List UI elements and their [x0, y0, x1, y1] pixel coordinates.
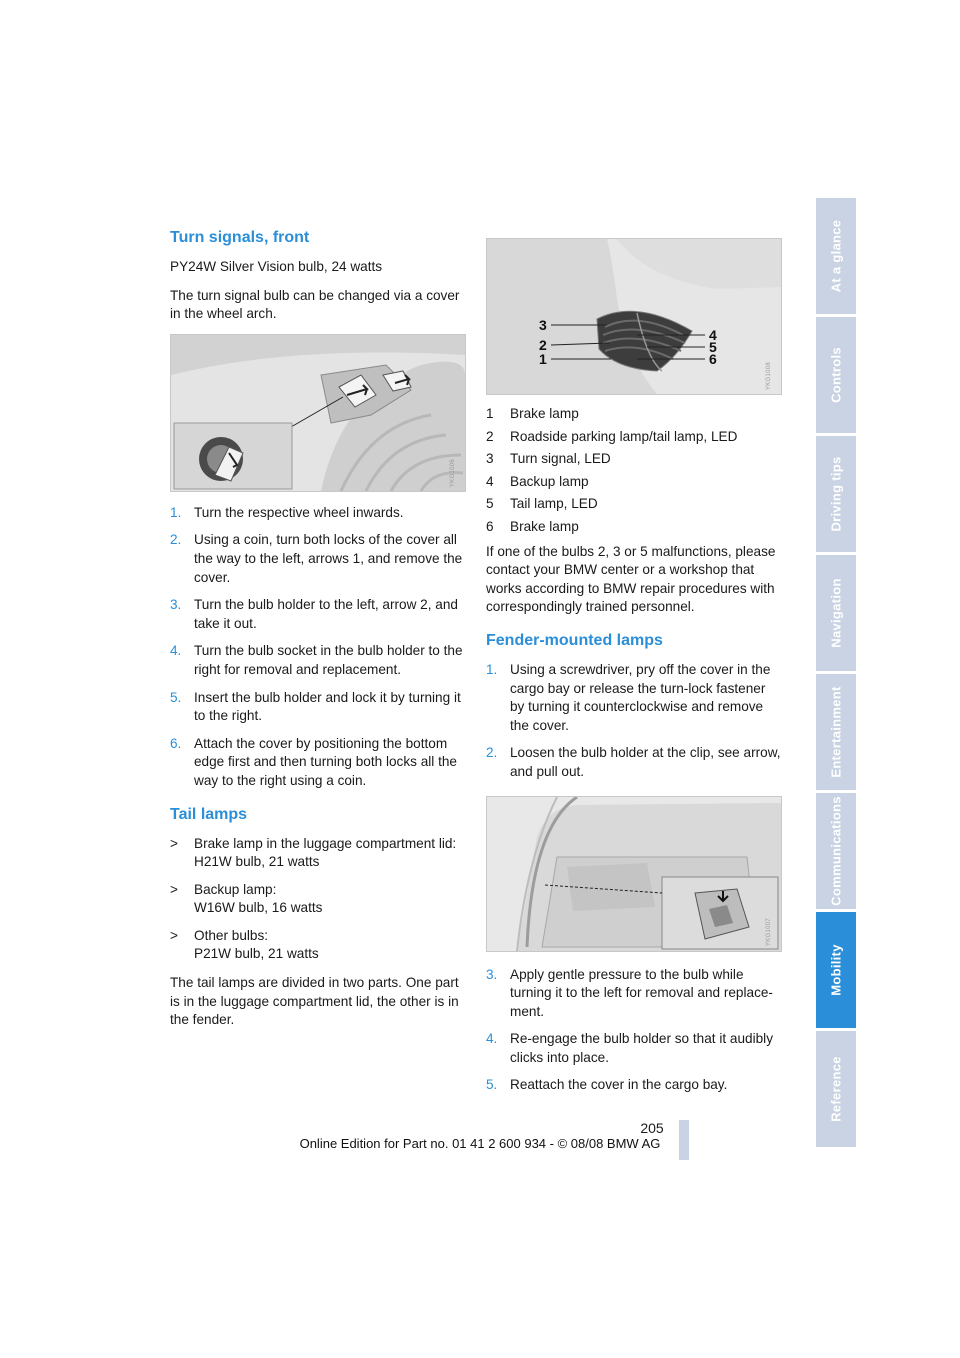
tab-label: Entertainment — [828, 686, 844, 778]
step-number: 3. — [486, 966, 498, 982]
bulb-item-line2: H21W bulb, 21 watts — [194, 854, 320, 870]
edition-footer: Online Edition for Part no. 01 41 2 600 934 - © 08/08 BMW AG — [299, 1136, 661, 1151]
step-text: Insert the bulb holder and lock it by turning it to the right. — [194, 689, 461, 724]
tab-communications[interactable] — [816, 793, 856, 912]
cargo-bay-illustration — [487, 797, 781, 951]
step-number: 2. — [486, 745, 498, 761]
callout-3: 3 — [539, 317, 547, 333]
tab-label: Navigation — [828, 578, 844, 648]
tab-label: Communications — [828, 796, 844, 906]
malfunction-note: If one of the bulbs 2, 3 or 5 malfunctions, please contact your BMW center or a workshop that works according to BMW repair procedures with correspondingly trained personnel. — [486, 543, 776, 615]
legend-row — [486, 450, 782, 469]
step-item — [170, 596, 466, 633]
step-text: Attach the cover by positioning the bottom edge first and then turning both locks all the way to the right using a coin. — [194, 735, 457, 788]
bulb-item-line2: W16W bulb, 16 watts — [194, 900, 323, 916]
legend-key: 5 — [486, 496, 494, 512]
page-number: 205 — [640, 1120, 664, 1136]
bulb-item — [170, 835, 466, 872]
legend-text: Brake lamp — [510, 406, 579, 421]
legend-row — [486, 405, 782, 424]
tab-label: Reference — [828, 1056, 844, 1122]
tab-entertainment[interactable] — [816, 674, 856, 793]
tab-label: Controls — [828, 347, 844, 403]
legend-text: Roadside parking lamp/tail lamp, LED — [510, 428, 738, 444]
step-text: Turn the bulb socket in the bulb holder to the right for removal and replacement. — [194, 643, 463, 677]
legend-row — [486, 473, 782, 492]
fender-steps-before — [486, 661, 782, 782]
right-column — [486, 238, 782, 1107]
callout-6: 6 — [709, 351, 717, 367]
legend-row — [486, 428, 782, 447]
step-text: Reattach the cover in the cargo bay. — [510, 1077, 728, 1093]
bulb-item-line2: P21W bulb, 21 watts — [194, 946, 319, 962]
step-number: 5. — [170, 689, 182, 705]
bulb-item-line1: Backup lamp: — [194, 881, 277, 897]
legend-key: 3 — [486, 451, 494, 467]
callout-1: 1 — [539, 351, 547, 367]
turn-signal-steps — [170, 504, 466, 791]
intro-text: The turn signal bulb can be changed via a cover in the wheel arch. — [170, 287, 460, 322]
figure-code: YKG1006 — [450, 458, 457, 487]
tail-lamp-note: The tail lamps are divided in two parts. One part is in the luggage compartment lid, the other is in the fender. — [170, 975, 459, 1028]
cargo-bay-figure — [486, 796, 782, 952]
legend-key: 4 — [486, 473, 494, 489]
left-column — [170, 228, 466, 1040]
step-text: Loosen the bulb holder at the clip, see arrow, and pull out. — [510, 745, 781, 779]
bullet-marker: > — [170, 927, 178, 943]
section-heading-tail-lamps: Tail lamps — [170, 805, 248, 823]
step-item — [486, 744, 782, 781]
tab-controls[interactable] — [816, 317, 856, 436]
bulb-item — [170, 927, 466, 964]
step-number: 4. — [170, 643, 182, 659]
step-item — [486, 1030, 782, 1067]
step-number: 4. — [486, 1031, 498, 1047]
step-item — [170, 504, 466, 523]
legend-text: Turn signal, LED — [510, 451, 611, 467]
tab-label: At a glance — [828, 219, 844, 293]
step-item — [486, 1076, 782, 1095]
bulb-item-line1: Brake lamp in the luggage compartment lid: — [194, 835, 457, 851]
step-item — [170, 689, 466, 726]
step-text: Turn the bulb holder to the left, arrow 2, and take it out. — [194, 597, 458, 631]
step-item — [170, 735, 466, 791]
tail-lamp-illustration — [487, 239, 781, 394]
step-text: Using a screwdriver, pry off the cover in the cargo bay or release the turn-lock fastener by turning it counterclockwise and remove the cover. — [510, 661, 771, 733]
wheel-arch-figure — [170, 334, 466, 492]
tab-mobility[interactable] — [816, 912, 856, 1031]
step-number: 3. — [170, 597, 182, 613]
step-item — [170, 642, 466, 679]
step-item — [170, 531, 466, 587]
step-item — [486, 966, 782, 1022]
legend-key: 1 — [486, 406, 494, 421]
bulb-item — [170, 881, 466, 918]
tail-lamp-bulbs — [170, 835, 466, 965]
step-number: 6. — [170, 735, 182, 751]
legend-row — [486, 518, 782, 537]
legend-text: Backup lamp — [510, 473, 589, 489]
legend-key: 6 — [486, 518, 494, 534]
figure-code: YKG1008 — [766, 361, 773, 390]
legend-text: Brake lamp — [510, 518, 579, 534]
callout-4: 4 — [709, 327, 717, 343]
tab-driving-tips[interactable] — [816, 436, 856, 555]
step-number: 5. — [486, 1077, 498, 1093]
step-item — [486, 661, 782, 735]
figure-code: YKG1007 — [766, 918, 773, 947]
section-heading-fender-lamps: Fender-mounted lamps — [486, 631, 663, 649]
callout-5: 5 — [709, 339, 717, 355]
step-text: Using a coin, turn both locks of the cover all the way to the left, arrows 1, and remove the cover. — [194, 532, 463, 585]
step-number: 1. — [486, 661, 498, 677]
legend-key: 2 — [486, 428, 494, 444]
tab-at-a-glance[interactable] — [816, 198, 856, 317]
bullet-marker: > — [170, 835, 178, 851]
tab-reference[interactable] — [816, 1031, 856, 1150]
step-text: Turn the respective wheel inwards. — [194, 504, 404, 520]
section-heading-turn-signals: Turn signals, front — [170, 229, 310, 246]
step-text: Re-engage the bulb holder so that it audibly clicks into place. — [510, 1031, 773, 1065]
tab-navigation[interactable] — [816, 555, 856, 674]
tab-label: Driving tips — [828, 456, 844, 532]
step-number: 2. — [170, 532, 182, 548]
tail-lamp-figure — [486, 238, 782, 395]
legend-row — [486, 495, 782, 514]
bulb-spec: PY24W Silver Vision bulb, 24 watts — [170, 259, 383, 274]
step-text: Apply gentle pressure to the bulb while turning it to the left for removal and replace-ment. — [510, 966, 773, 1019]
bullet-marker: > — [170, 881, 178, 897]
bulb-item-line1: Other bulbs: — [194, 927, 269, 943]
step-number: 1. — [170, 504, 182, 520]
wheel-arch-illustration — [171, 335, 465, 491]
chapter-sidebar — [816, 198, 856, 1150]
legend-text: Tail lamp, LED — [510, 496, 598, 512]
tab-label: Mobility — [828, 944, 844, 996]
fender-steps-after — [486, 966, 782, 1096]
tail-lamp-legend — [486, 405, 782, 537]
callout-2: 2 — [539, 337, 547, 353]
